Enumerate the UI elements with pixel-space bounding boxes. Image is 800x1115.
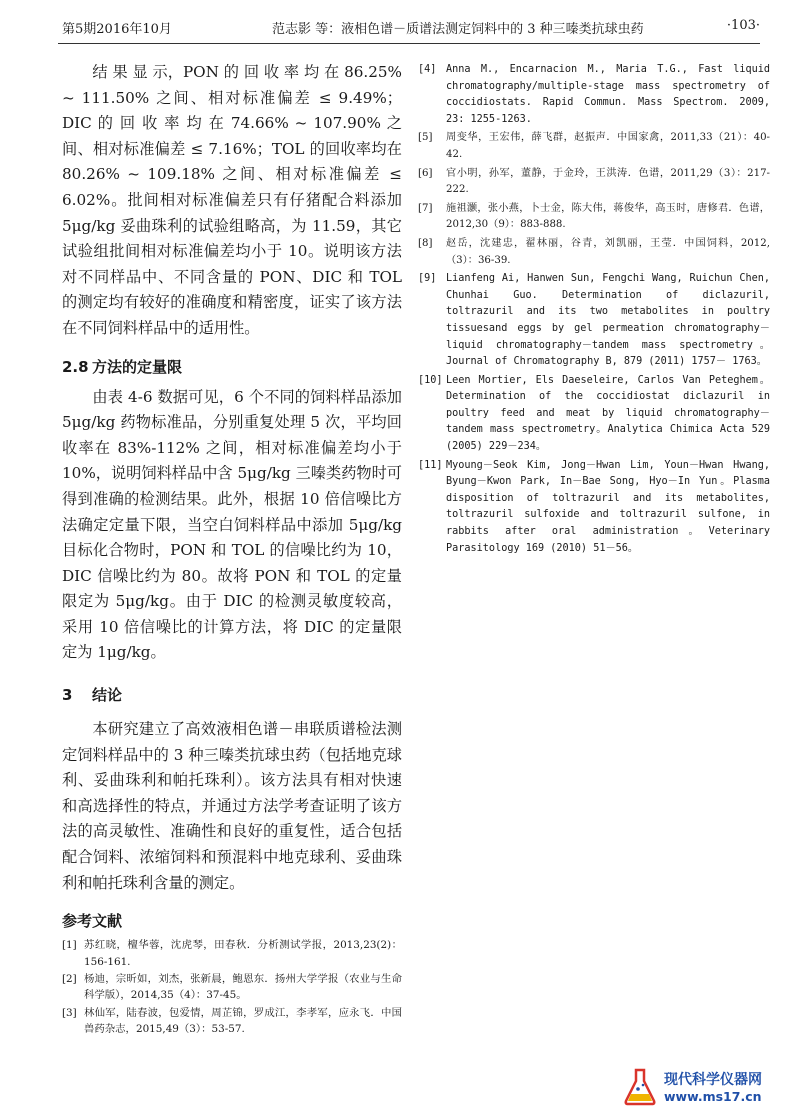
references-heading: 参考文献 [62,912,123,931]
page-header [62,18,760,42]
reference-item [62,971,402,1004]
section-3-heading [62,684,402,705]
reference-number: [5] [418,132,433,144]
reference-number: [8] [418,237,433,249]
loq-paragraph: 由表 4-6 数据可见，6 个不同的饲料样品添加 5μg/kg 药物标准品，分别重复处理 5 次，平均回收率在 83%-112% 之间，相对标准偏差均小于 10%，说明饲料样品中含 5μg/kg 三嗪类药物时可得到准确的检测结果。此外，根据 10 倍信噪比方法确定定量下限，当空白饲料样品中添加 5μg/kg 目标化合物时，PON 和 TOL 的信噪比约为 10，DIC 信噪比约为 80。故将 PON 和 TOL 的定量限定为 5μg/kg。由于 DIC 的检测灵敏度较高，采用 10 倍信噪比的计算方法，将 DIC 的定量限定为 1μg/kg。 [62,387,402,662]
reference-text: 杨迪，宗昕如，刘杰，张新晨，鲍恩东．扬州大学学报（农业与生命科学版），2014,35（4）：37-45。 [84,973,402,1002]
reference-text: Anna M., Encarnacion M., Maria T.G., Fast liquid chromatography/multiple-stage mass spectrometry of coccidiostats. Rapid Commun. Mass Spectrom. 2009, 23: 1255-1263. [446,64,770,125]
reference-number: [2] [62,973,77,986]
reference-number: [3] [62,1006,77,1019]
page-number: ·103· [726,18,760,33]
reference-text: 周变华，王宏伟，薛飞群，赵振声．中国家禽，2011,33（21）：40-42. [446,132,770,160]
reference-item [418,458,770,558]
conclusion-paragraph: 本研究建立了高效液相色谱－串联质谱检法测定饲料样品中的 3 种三嗪类抗球虫药（包括地克球利、妥曲珠利和帕托珠利）。该方法具有相对快速和高选择性的特点，并通过方法学考查证明了该方法的高灵敏性、准确性和良好的重复性，适合包括配合饲料、浓缩饲料和预混料中地克球利、妥曲珠利和帕托珠利含量的测定。 [62,720,402,892]
running-title: 范志影 等：液相色谱－质谱法测定饲料中的 3 种三嗪类抗球虫药 [272,22,644,37]
reference-list-left [62,937,402,1037]
section-title: 结论 [92,686,123,705]
watermark-title: 现代科学仪器网 [664,1072,762,1088]
reference-number: [11] [418,459,443,471]
reference-text: 林仙军，陆春波，包爱情，周芷锦，罗成江，李孝军，应永飞．中国兽药杂志，2015,49（3）：53-57. [84,1006,402,1036]
reference-number: [6] [418,167,433,179]
section-number: 2.8 [62,357,89,376]
reference-number: [10] [418,374,443,386]
reference-item [62,1005,402,1038]
reference-item [418,201,770,234]
watermark-url: www.ms17.cn [664,1089,762,1104]
section-title: 方法的定量限 [92,357,183,376]
header-rule [58,43,760,44]
reference-item [418,130,770,163]
reference-item [418,236,770,269]
flask-logo-icon [622,1067,658,1107]
reference-number: [4] [418,64,437,75]
reference-item [418,62,770,128]
reference-text: 赵岳，沈建忠，翟林丽，谷青，刘凯丽，王莹．中国饲料，2012,（3）：36-39. [446,237,770,266]
journal-issue: 第5期2016年10月 [62,22,172,37]
section-2-8-heading [62,356,402,377]
reference-text: Lianfeng Ai, Hanwen Sun, Fengchi Wang, Ruichun Chen, Chunhai Guo. Determination of diclazuril, toltrazuril and its two metabolites in poultry tissuesand eggs by gel permeation chromatography－liquid chromatography－tandem mass spectrometry。Journal of Chromatography B, 879 (2011) 1757－ 1763。 [446,273,770,368]
reference-item [418,271,770,371]
left-column [62,60,402,1039]
reference-number: [9] [418,273,437,285]
section-number: 3 [62,686,73,705]
reference-number: [7] [418,202,433,214]
site-watermark [622,1065,792,1109]
reference-text: Leen Mortier, Els Daeseleire, Carlos Van Peteghem。Determination of the coccidiostat diclazuril in poultry feed and meat by liquid chromatography－tandem mass spectrometry。Analytica Chimica Acta 529 (2005) 229－234。 [446,374,770,453]
right-column [418,62,770,559]
reference-text: Myoung－Seok Kim, Jong－Hwan Lim, Youn－Hwan Hwang, Byung－Kwon Park, In－Bae Song, Hyo－In Yun。Plasma disposition of toltrazuril and its metabolites, toltrazuril sulfoxide and toltrazuril sulfone, in rabbits after oral administration。Veterinary Parasitology 169 (2010) 51－56。 [446,459,770,554]
reference-item [418,373,770,456]
reference-item [418,166,770,199]
reference-text: 苏红晓，檀华蓉，沈虎琴，田春秋．分析测试学报，2013,23(2)：156-161. [84,939,402,968]
reference-text: 施祖灏，张小燕，卜士金，陈大伟，蒋俊华，高玉时，唐修君．色谱，2012,30（9）：883-888. [446,202,770,231]
reference-text: 官小明，孙军，董静，于金玲，王洪涛．色谱，2011,29（3）：217-222. [446,167,770,196]
reference-number: [1] [62,939,77,952]
reference-item [62,937,402,970]
results-paragraph: 结 果 显 示，PON 的 回 收 率 均 在 86.25% ~ 111.50% 之间、相对标准偏差 ≤ 9.49%；DIC 的 回 收 率 均 在 74.66% ~ 107.90% 之 间、相对标准偏差 ≤ 7.16%；TOL 的回收率均在 80.26% ~ 109.18% 之间、相对标准偏差 ≤ 6.02%。批间相对标准偏差只有仔猪配合料添加 5μg/kg 妥曲珠利的试验组略高，为 11.59，其它试验组批间相对标准偏差均小于 10。说明该方法对不同样品中、不同含量的 PON、DIC 和 TOL 的测定均有较好的准确度和精密度，证实了该方法在不同饲料样品中的适用性。 [62,63,402,337]
